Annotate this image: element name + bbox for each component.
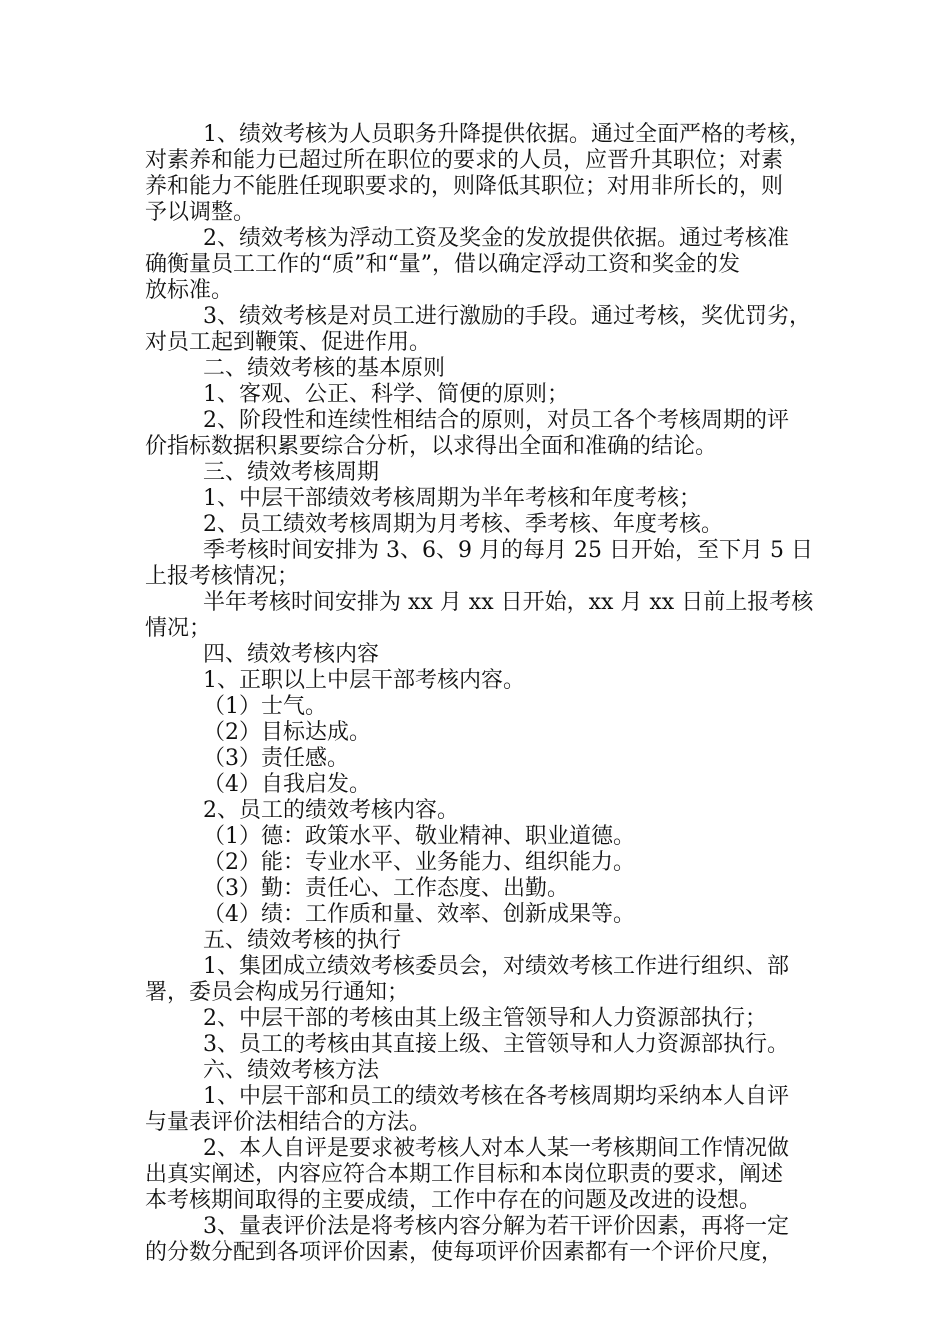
text-line: 情况； (145, 616, 212, 641)
text-line: 与量表评价法相结合的方法。 (145, 1110, 432, 1135)
text-line: 六、绩效考核方法 (203, 1058, 380, 1083)
text-line: 1、绩效考核为人员职务升降提供依据。通过全面严格的考核， (203, 122, 811, 147)
text-line: 署，委员会构成另行通知； (145, 980, 410, 1005)
text-line: 四、绩效考核内容 (203, 642, 380, 667)
text-line: （1）德：政策水平、敬业精神、职业道德。 (203, 824, 635, 849)
text-line: 本考核期间取得的主要成绩，工作中存在的问题及改进的设想。 (145, 1188, 762, 1213)
text-line: 二、绩效考核的基本原则 (203, 356, 446, 381)
text-line: 放标准。 (145, 278, 234, 303)
text-line: 五、绩效考核的执行 (203, 928, 402, 953)
text-line: （1）士气。 (203, 694, 327, 719)
text-line: （2）目标达成。 (203, 720, 371, 745)
text-line: 对素养和能力已超过所在职位的要求的人员，应晋升其职位；对素 (145, 148, 784, 173)
text-line: 2、本人自评是要求被考核人对本人某一考核期间工作情况做 (203, 1136, 789, 1161)
text-line: （3）责任感。 (203, 746, 349, 771)
text-line: 1、集团成立绩效考核委员会，对绩效考核工作进行组织、部 (203, 954, 789, 979)
text-line: 1、中层干部和员工的绩效考核在各考核周期均采纳本人自评 (203, 1084, 789, 1109)
text-line: （2）能：专业水平、业务能力、组织能力。 (203, 850, 635, 875)
text-line: 价指标数据积累要综合分析，以求得出全面和准确的结论。 (145, 434, 718, 459)
text-line: 3、量表评价法是将考核内容分解为若干评价因素，再将一定 (203, 1214, 789, 1239)
text-line: 1、客观、公正、科学、简便的原则； (203, 382, 569, 407)
text-line: 出真实阐述，内容应符合本期工作目标和本岗位职责的要求，阐述 (145, 1162, 784, 1187)
text-line: 确衡量员工工作的“质”和“量”，借以确定浮动工资和奖金的发 (145, 252, 740, 277)
text-line: 1、正职以上中层干部考核内容。 (203, 668, 525, 693)
text-line: 3、绩效考核是对员工进行激励的手段。通过考核，奖优罚劣， (203, 304, 811, 329)
text-line: 予以调整。 (145, 200, 256, 225)
text-line: （4）绩：工作质和量、效率、创新成果等。 (203, 902, 635, 927)
text-line: 3、员工的考核由其直接上级、主管领导和人力资源部执行。 (203, 1032, 789, 1057)
text-line: 1、中层干部绩效考核周期为半年考核和年度考核； (203, 486, 701, 511)
document-body (145, 122, 835, 1266)
text-line: 半年考核时间安排为 xx 月 xx 日开始，xx 月 xx 日前上报考核 (203, 590, 814, 615)
text-line: 的分数分配到各项评价因素，使每项评价因素都有一个评价尺度， (145, 1240, 784, 1265)
text-line: 季考核时间安排为 3、6、9 月的每月 25 日开始，至下月 5 日 (203, 538, 813, 563)
text-line: 2、绩效考核为浮动工资及奖金的发放提供依据。通过考核准 (203, 226, 789, 251)
text-line: 养和能力不能胜任现职要求的，则降低其职位；对用非所长的，则 (145, 174, 784, 199)
text-line: 2、中层干部的考核由其上级主管领导和人力资源部执行； (203, 1006, 767, 1031)
text-line: （3）勤：责任心、工作态度、出勤。 (203, 876, 569, 901)
text-line: 2、阶段性和连续性相结合的原则，对员工各个考核周期的评 (203, 408, 789, 433)
text-line: 2、员工的绩效考核内容。 (203, 798, 459, 823)
text-line: 三、绩效考核周期 (203, 460, 380, 485)
text-line: （4）自我启发。 (203, 772, 371, 797)
text-line: 对员工起到鞭策、促进作用。 (145, 330, 432, 355)
text-line: 2、员工绩效考核周期为月考核、季考核、年度考核。 (203, 512, 723, 537)
text-line: 上报考核情况； (145, 564, 300, 589)
